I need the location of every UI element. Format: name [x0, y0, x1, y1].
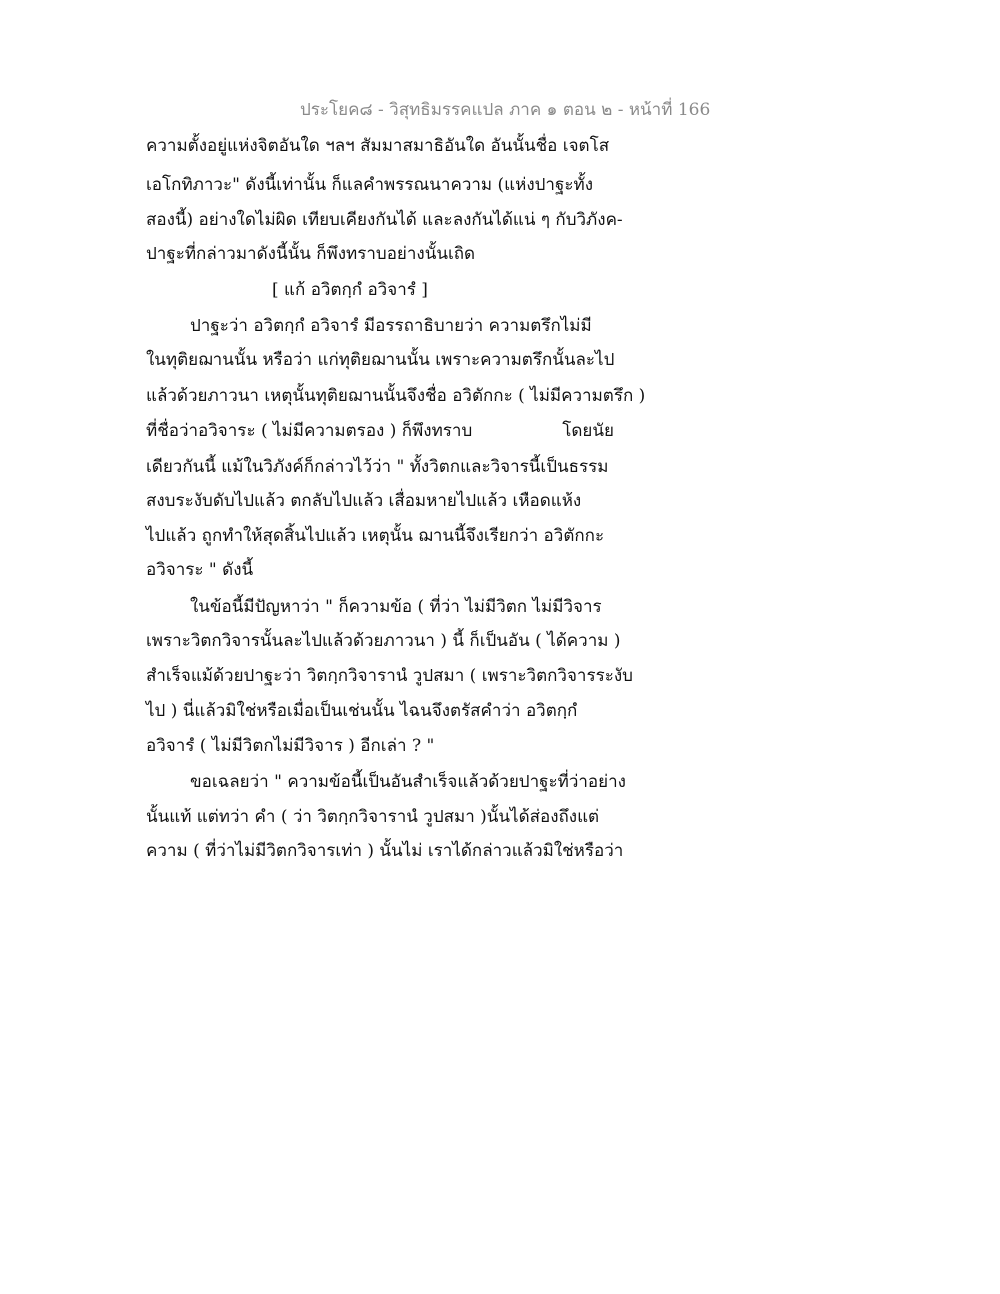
text-line: ไปแล้ว ถูกทำให้สุดสิ้นไปแล้ว เหตุนั้น ฌานนี้จึงเรียกว่า อวิตักกะ — [146, 526, 605, 546]
text-line: ในทุติยฌานนั้น หรือว่า แก่ทุติยฌานนั้น เพราะความตรึกนั้นละไป — [146, 350, 615, 370]
running-header: ประโยค๘ - วิสุทธิมรรคแปล ภาค ๑ ตอน ๒ - หน้าที่ 166 — [300, 100, 711, 120]
text-line: นั้นแท้ แต่ทว่า คำ ( ว่า วิตกฺกวิจารานํ วูปสมา )นั้นได้ส่องถึงแต่ — [146, 807, 600, 827]
text-line: อวิจาระ " ดังนี้ — [146, 560, 254, 580]
text-line: อวิจารํ ( ไม่มีวิตกไม่มีวิจาร ) อีกเล่า ? " — [146, 736, 435, 756]
paragraph-first-line: ปาฐะว่า อวิตกฺกํ อวิจารํ มีอรรถาธิบายว่า ความตรึกไม่มี — [190, 316, 592, 336]
paragraph-first-line: ในข้อนี้มีปัญหาว่า " ก็ความข้อ ( ที่ว่า ไม่มีวิตก ไม่มีวิจาร — [190, 597, 602, 617]
text-line: ไป ) นี่แล้วมิใช่หรือเมื่อเป็นเช่นนั้น ไฉนจึงตรัสคำว่า อวิตกฺกํ — [146, 701, 578, 721]
text-line: แล้วด้วยภาวนา เหตุนั้นทุติยฌานนั้นจึงชื่อ อวิตักกะ ( ไม่มีความตรึก ) — [146, 386, 646, 406]
section-heading: [ แก้ อวิตกฺกํ อวิจารํ ] — [272, 280, 428, 300]
text-line: เอโกทิภาวะ" ดังนี้เท่านั้น ก็แลคำพรรณนาความ (แห่งปาฐะทั้ง — [146, 175, 593, 195]
text-line: สำเร็จแม้ด้วยปาฐะว่า วิตกฺกวิจารานํ วูปสมา ( เพราะวิตกวิจารระงับ — [146, 666, 633, 686]
paragraph-first-line: ขอเฉลยว่า " ความข้อนี้เป็นอันสำเร็จแล้วด้วยปาฐะที่ว่าอย่าง — [190, 772, 626, 792]
text-line: เดียวกันนี้ แม้ในวิภังค์ก็กล่าวไว้ว่า " ทั้งวิตกและวิจารนี้เป็นธรรม — [146, 457, 609, 477]
text-segment: โดยนัย — [562, 421, 614, 441]
text-line: ความ ( ที่ว่าไม่มีวิตกวิจารเท่า ) นั้นไม่ เราได้กล่าวแล้วมิใช่หรือว่า — [146, 841, 624, 861]
text-line: ความตั้งอยู่แห่งจิตอันใด ฯลฯ สัมมาสมาธิอันใด อันนั้นชื่อ เจตโส — [146, 136, 610, 156]
text-line: สงบระงับดับไปแล้ว ตกลับไปแล้ว เสื่อมหายไปแล้ว เหือดแห้ง — [146, 491, 582, 511]
text-segment: ที่ชื่อว่าอวิจาระ ( ไม่มีความตรอง ) ก็พึงทราบ — [146, 421, 473, 441]
text-line: ปาฐะที่กล่าวมาดังนี้นั้น ก็พึงทราบอย่างนั้นเถิด — [146, 244, 476, 264]
text-line: เพราะวิตกวิจารนั้นละไปแล้วด้วยภาวนา ) นี้ ก็เป็นอัน ( ได้ความ ) — [146, 631, 621, 651]
text-line: สองนี้) อย่างใดไม่ผิด เทียบเคียงกันได้ และลงกันได้แน่ ๆ กับวิภังค- — [146, 210, 623, 230]
text-line — [146, 419, 614, 443]
